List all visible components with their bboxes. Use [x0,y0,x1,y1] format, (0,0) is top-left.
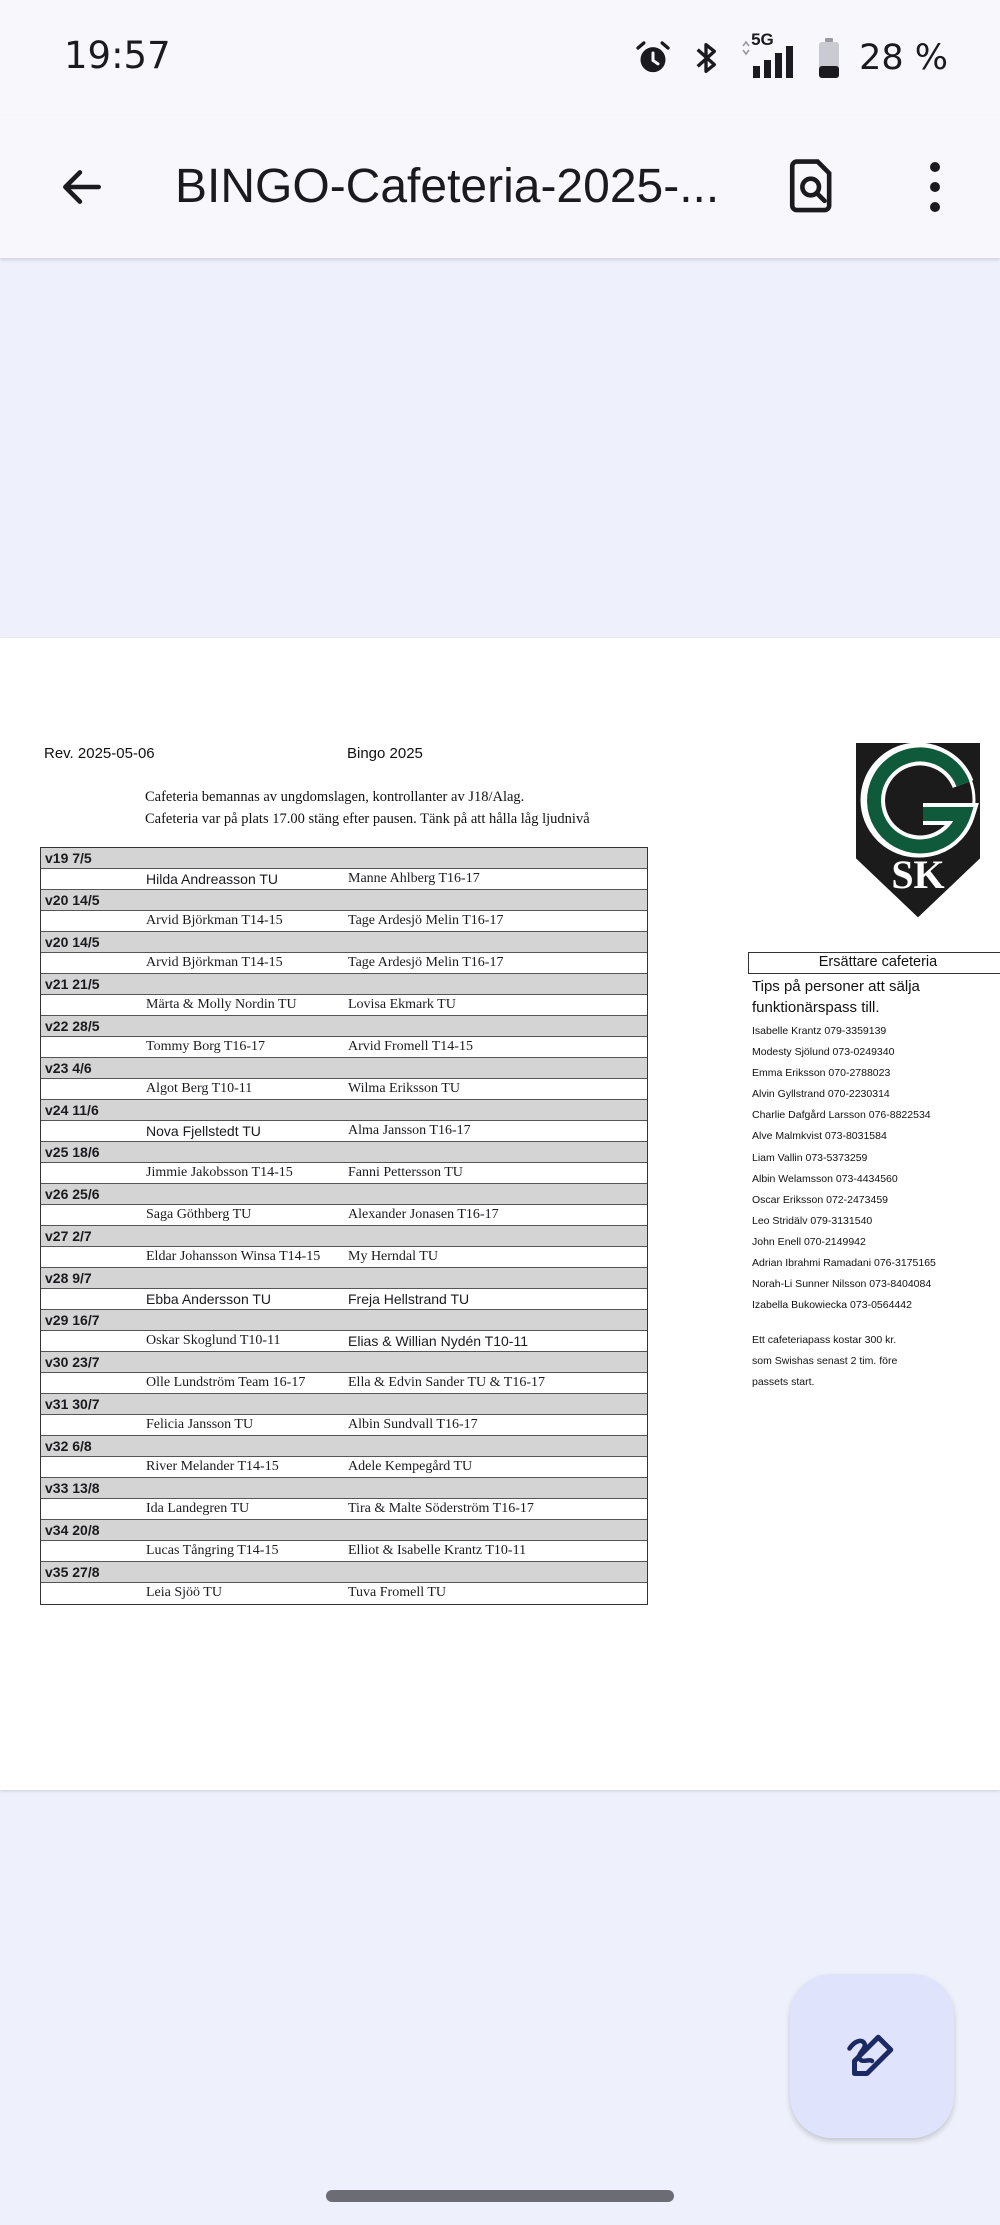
schedule-person-1: River Melander T14-15 [146,1459,279,1474]
schedule-names-row [41,869,647,890]
schedule-person-2: Arvid Fromell T14-15 [348,1039,473,1054]
substitute-person: Alvin Gyllstrand 070-2230314 [752,1088,890,1101]
schedule-person-1: Märta & Molly Nordin TU [146,997,297,1012]
intro-text [145,786,590,830]
substitute-person: Albin Welamsson 073-4434560 [752,1172,898,1185]
schedule-week-row: v34 20/8 [41,1520,647,1541]
schedule-week-row: v35 27/8 [41,1562,647,1583]
schedule-person-1: Arvid Björkman T14-15 [146,913,283,928]
substitute-person: Emma Eriksson 070-2788023 [752,1067,891,1080]
back-arrow-icon [57,162,107,212]
status-bar [0,0,1000,115]
substitute-person: Adrian Ibrahmi Ramadani 076-3175165 [752,1257,936,1270]
battery-percent: 28 % [859,38,948,78]
substitute-person: Liam Vallin 073-5373259 [752,1151,868,1164]
logo-text: SK [891,852,945,897]
schedule-person-2: Tira & Malte Söderström T16-17 [348,1501,534,1516]
status-icons [633,30,948,86]
substitute-person: Leo Stridälv 079-3131540 [752,1214,873,1227]
schedule-person-2: Tage Ardesjö Melin T16-17 [348,913,504,928]
schedule-person-2: Lovisa Ekmark TU [348,997,456,1012]
schedule-week-row: v23 4/6 [41,1058,647,1079]
schedule-week-row: v25 18/6 [41,1142,647,1163]
edit-pen-icon [842,2026,902,2086]
schedule-person-2: Tage Ardesjö Melin T16-17 [348,955,504,970]
substitutes-title: Ersättare cafeteria [748,952,1000,974]
schedule-names-row [41,1499,647,1520]
schedule-person-1: Saga Göthberg TU [146,1207,252,1222]
schedule-person-1: Oskar Skoglund T10-11 [146,1333,281,1348]
substitute-person: Oscar Eriksson 072-2473459 [752,1193,888,1206]
schedule-person-2: Tuva Fromell TU [348,1585,447,1600]
schedule-person-1: Olle Lundström Team 16-17 [146,1375,306,1390]
schedule-names-row [41,1247,647,1268]
cafeteria-schedule-table [40,847,648,1605]
schedule-person-1: Algot Berg T10-11 [146,1081,253,1096]
schedule-person-2: Elliot & Isabelle Krantz T10-11 [348,1543,527,1558]
schedule-person-1: Lucas Tångring T14-15 [146,1543,279,1558]
network-type: 5G [751,30,774,49]
schedule-person-2: Albin Sundvall T16-17 [348,1417,478,1432]
alarm-icon [633,38,673,78]
schedule-person-2: Wilma Eriksson TU [348,1081,460,1096]
schedule-week-row: v20 14/5 [41,890,647,911]
schedule-person-1: Jimmie Jakobsson T14-15 [146,1165,293,1180]
document-search-icon [787,157,839,217]
schedule-person-2: Ella & Edvin Sander TU & T16-17 [348,1375,546,1390]
schedule-week-row: v22 28/5 [41,1016,647,1037]
substitute-note-line: som Swishas senast 2 tim. före [752,1355,898,1367]
back-button[interactable] [42,155,122,219]
schedule-person-1: Leia Sjöö TU [146,1585,222,1600]
schedule-week-row: v31 30/7 [41,1394,647,1415]
schedule-week-row: v30 23/7 [41,1352,647,1373]
pdf-page[interactable] [0,638,1000,1790]
schedule-person-2: Adele Kempegård TU [348,1459,473,1474]
schedule-person-1: Eldar Johansson Winsa T14-15 [146,1249,321,1264]
schedule-person-1: Felicia Jansson TU [146,1417,254,1432]
document-title: BINGO-Cafeteria-2025-... [175,160,720,213]
schedule-person-1: Arvid Björkman T14-15 [146,955,283,970]
schedule-week-row: v24 11/6 [41,1100,647,1121]
edit-fab-button[interactable] [790,1974,954,2138]
schedule-person-1: Ida Landegren TU [146,1501,250,1516]
substitutes-list [752,1021,936,1316]
signal-icon [739,30,799,80]
substitutes-tips: Tips på personer att sälja funktionärspass till. [752,978,920,1016]
substitutes-note [752,1330,897,1393]
substitute-person: Charlie Dafgård Larsson 076-8822534 [752,1109,931,1122]
schedule-names-row [41,1415,647,1436]
search-document-button[interactable] [778,151,848,223]
app-bar [0,115,1000,258]
schedule-person-2: My Herndal TU [348,1249,438,1264]
intro-line: Cafeteria bemannas av ungdomslagen, kontrollanter av J18/Alag. [145,789,525,805]
schedule-names-row [41,1121,647,1142]
substitute-person: Isabelle Krantz 079-3359139 [752,1025,887,1037]
schedule-names-row [41,1331,647,1352]
schedule-names-row [41,1079,647,1100]
schedule-week-row: v32 6/8 [41,1436,647,1457]
schedule-names-row [41,1037,647,1058]
schedule-week-row: v27 2/7 [41,1226,647,1247]
schedule-person-2: Elias & Willian Nydén T10-11 [348,1333,529,1349]
substitute-person: John Enell 070-2149942 [752,1235,866,1248]
schedule-names-row [41,953,647,974]
schedule-week-row: v21 21/5 [41,974,647,995]
schedule-names-row [41,1373,647,1394]
battery-icon [817,36,841,80]
schedule-names-row [41,1583,647,1604]
schedule-week-row: v28 9/7 [41,1268,647,1289]
substitute-person: Norah-Li Sunner Nilsson 073-8404084 [752,1278,932,1291]
club-logo [853,738,983,920]
schedule-person-2: Manne Ahlberg T16-17 [348,871,480,886]
schedule-person-2: Freja Hellstrand TU [348,1291,470,1307]
more-options-button[interactable] [905,151,965,223]
schedule-names-row [41,1163,647,1184]
schedule-names-row [41,1457,647,1478]
schedule-person-1: Tommy Borg T16-17 [146,1039,266,1054]
schedule-names-row [41,911,647,932]
bluetooth-icon [691,38,721,78]
schedule-names-row [41,1541,647,1562]
substitute-note-line: Ett cafeteriapass kostar 300 kr. [752,1334,897,1346]
schedule-week-row: v33 13/8 [41,1478,647,1499]
document-heading: Bingo 2025 [347,745,423,762]
schedule-person-1: Nova Fjellstedt TU [146,1123,261,1139]
revision-date: Rev. 2025-05-06 [44,745,155,762]
substitute-person: Alve Malmkvist 073-8031584 [752,1130,887,1143]
schedule-week-row: v20 14/5 [41,932,647,953]
substitute-person: Izabella Bukowiecka 073-0564442 [752,1299,912,1312]
schedule-week-row: v26 25/6 [41,1184,647,1205]
schedule-names-row [41,1205,647,1226]
schedule-person-1: Hilda Andreasson TU [146,871,279,887]
more-vert-icon [927,160,943,214]
schedule-week-row: v29 16/7 [41,1310,647,1331]
schedule-names-row [41,995,647,1016]
substitute-person: Modesty Sjölund 073-0249340 [752,1046,895,1059]
schedule-week-row: v19 7/5 [41,848,647,869]
intro-line: Cafeteria var på plats 17.00 stäng efter pausen. Tänk på att hålla låg ljudnivå [145,811,590,827]
schedule-person-1: Ebba Andersson TU [146,1291,272,1307]
schedule-person-2: Alexander Jonasen T16-17 [348,1207,499,1222]
schedule-person-2: Alma Jansson T16-17 [348,1123,471,1138]
schedule-person-2: Fanni Pettersson TU [348,1165,463,1180]
substitute-note-line: passets start. [752,1376,815,1388]
status-time: 19:57 [64,34,171,77]
home-indicator[interactable] [326,2190,674,2202]
schedule-names-row [41,1289,647,1310]
